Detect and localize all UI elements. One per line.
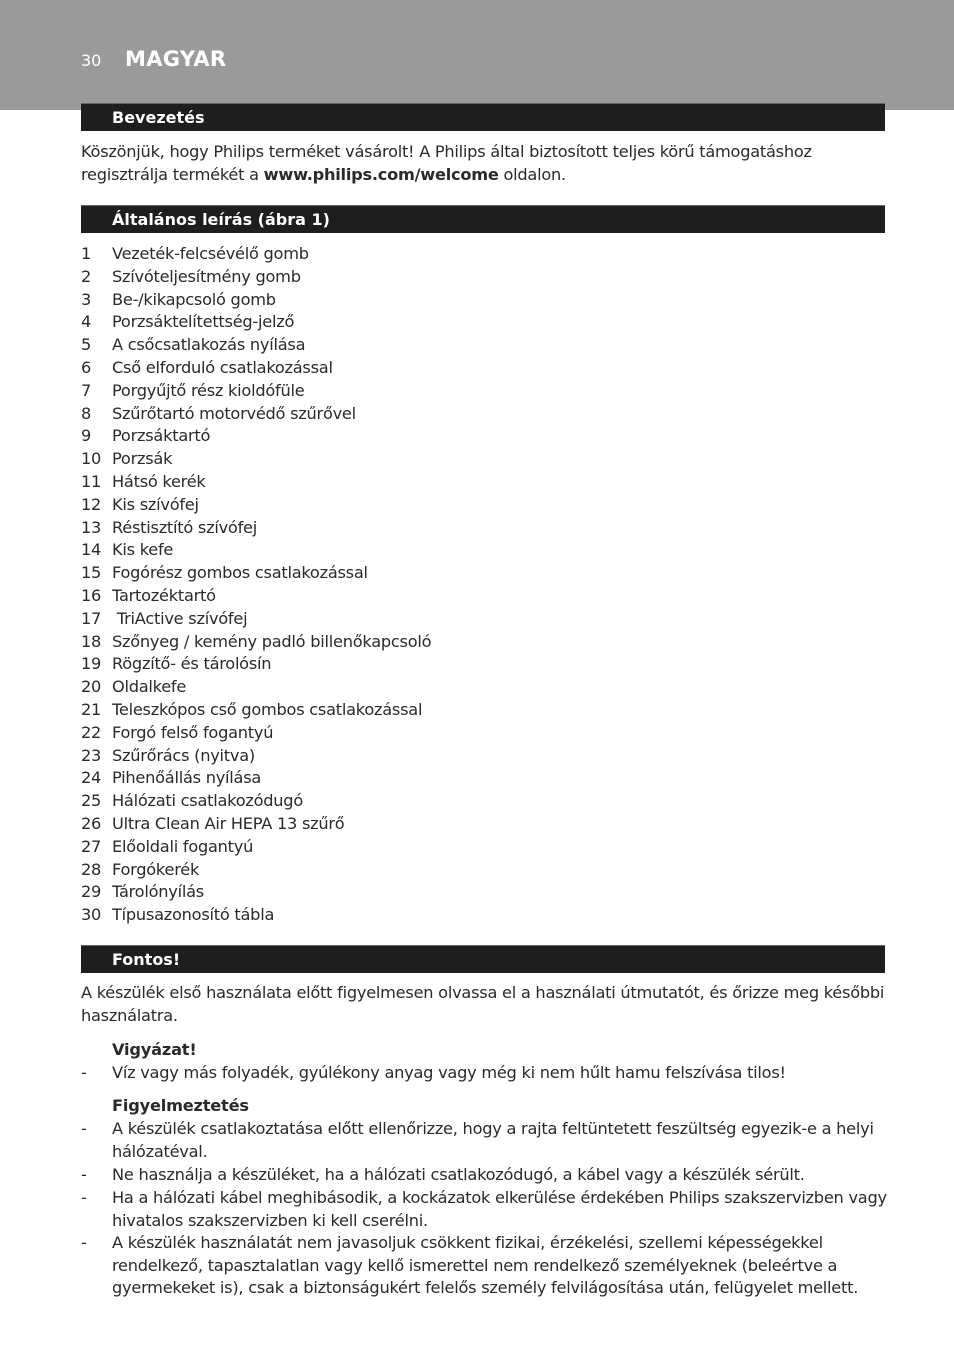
list-item-number: 21	[81, 699, 102, 719]
intro-text-end: oldalon.	[498, 164, 566, 184]
intro-text: Köszönjük, hogy Philips terméket vásárolt! A Philips által biztosított teljes körű támogatáshoz regisztrálja termékét a	[81, 142, 812, 184]
bullet-dash: -	[81, 1119, 87, 1138]
list-item-label: Ultra Clean Air HEPA 13 szűrő	[112, 813, 345, 833]
bullet-dash: -	[81, 1233, 87, 1252]
list-item-label: Szűrőrács (nyitva)	[112, 745, 255, 765]
intro-paragraph	[81, 141, 891, 186]
list-item-number: 8	[81, 403, 92, 423]
list-item-number: 2	[81, 266, 92, 286]
list-item-number: 1	[81, 244, 92, 263]
list-item-number: 11	[81, 471, 102, 491]
list-item-number: 20	[81, 677, 102, 697]
list-item-label: Szívóteljesítmény gomb	[112, 266, 301, 286]
caution-heading: Vigyázat!	[112, 1040, 197, 1059]
list-item-label: Fogórész gombos csatlakozással	[112, 563, 368, 583]
section-title: Fontos!	[112, 950, 181, 969]
list-item-number: 26	[81, 813, 102, 833]
list-item-number: 10	[81, 449, 102, 469]
section-header-intro	[81, 103, 885, 131]
list-item-number: 25	[81, 791, 102, 811]
bullet-dash: -	[81, 1063, 87, 1082]
list-item-label: Hálózati csatlakozódugó	[112, 791, 303, 811]
page-header-band	[0, 0, 954, 110]
list-item-number: 5	[81, 335, 92, 355]
list-item-label: Teleszkópos cső gombos csatlakozással	[112, 699, 423, 719]
warning-text: A készülék használatát nem javasoljuk csökkent fizikai, érzékelési, szellemi képességekkel rendelkező, tapasztalatlan vagy kellő ismerettel nem rendelkező személyeknek (beleértve a gyermekeket is), csak a biztonságukért felelős személy felvilágosítása után, felügyelet mellett.	[112, 1233, 859, 1297]
list-item-number: 16	[81, 585, 102, 605]
list-item-label: Porzsáktelítettség-jelző	[112, 312, 295, 332]
page-number: 30	[81, 51, 102, 70]
list-item-label: TriActive szívófej	[112, 608, 248, 628]
list-item-label: A csőcsatlakozás nyílása	[112, 335, 306, 355]
list-item-number: 14	[81, 540, 102, 560]
list-item-number: 13	[81, 517, 102, 537]
bullet-dash: -	[81, 1188, 87, 1207]
list-item-number: 23	[81, 745, 102, 765]
list-item-number: 4	[81, 312, 92, 332]
list-item-label: Szőnyeg / kemény padló billenőkapcsoló	[112, 631, 432, 651]
list-item-number: 18	[81, 631, 102, 651]
list-item-number: 15	[81, 563, 102, 583]
list-item-label: Cső elforduló csatlakozással	[112, 357, 333, 377]
section-header-description	[81, 205, 885, 233]
list-item-label: Kis szívófej	[112, 494, 199, 514]
list-item-label: Forgó felső fogantyú	[112, 722, 274, 742]
list-item-number: 28	[81, 859, 102, 879]
list-item-label: Előoldali fogantyú	[112, 836, 254, 856]
list-item-label: Tartozéktartó	[112, 585, 216, 605]
list-item-label: Pihenőállás nyílása	[112, 768, 262, 788]
list-item-label: Be-/kikapcsoló gomb	[112, 289, 276, 309]
section-title: Általános leírás (ábra 1)	[112, 210, 330, 229]
list-item-number: 17	[81, 608, 102, 628]
list-item-label: Kis kefe	[112, 540, 174, 560]
section-header-important	[81, 945, 885, 973]
list-item-number: 6	[81, 357, 92, 377]
list-item-number: 22	[81, 722, 102, 742]
important-intro: A készülék első használata előtt figyelmesen olvassa el a használati útmutatót, és őrizze meg későbbi használatra.	[81, 983, 885, 1025]
welcome-link[interactable]: www.philips.com/welcome	[263, 164, 499, 184]
warning-heading: Figyelmeztetés	[112, 1096, 249, 1115]
warning-text: Ha a hálózati kábel meghibásodik, a kockázatok elkerülése érdekében Philips szakszervizben vagy hivatalos szakszervizben ki kell cserélni.	[112, 1188, 887, 1230]
list-item-label: Réstisztító szívófej	[112, 517, 257, 537]
list-item-number: 30	[81, 905, 102, 925]
list-item-label: Vezeték-felcsévélő gomb	[112, 244, 309, 263]
warning-text: A készülék csatlakoztatása előtt ellenőrizze, hogy a rajta feltüntetett feszültség egyezik-e a helyi hálózatéval.	[112, 1119, 874, 1161]
list-item-label: Porgyűjtő rész kioldófüle	[112, 380, 305, 400]
list-item-label: Típusazonosító tábla	[112, 905, 275, 925]
list-item-label: Tárolónyílás	[112, 882, 204, 902]
list-item-label: Rögzítő- és tárolósín	[112, 654, 272, 674]
list-item-number: 27	[81, 836, 102, 856]
list-item-label: Hátsó kerék	[112, 471, 206, 491]
bullet-dash: -	[81, 1165, 87, 1184]
language-title: MAGYAR	[125, 47, 227, 71]
list-item-number: 29	[81, 882, 102, 902]
list-item-label: Oldalkefe	[112, 677, 187, 697]
list-item-label: Porzsák	[112, 449, 173, 469]
warning-text: Ne használja a készüléket, ha a hálózati csatlakozódugó, a kábel vagy a készülék sérült.	[112, 1165, 805, 1184]
list-item-number: 9	[81, 426, 92, 446]
list-item-label: Porzsáktartó	[112, 426, 211, 446]
section-title: Bevezetés	[112, 108, 205, 127]
list-item-label: Szűrőtartó motorvédő szűrővel	[112, 403, 356, 423]
caution-text: Víz vagy más folyadék, gyúlékony anyag vagy még ki nem hűlt hamu felszívása tilos!	[112, 1063, 786, 1082]
list-item-number: 24	[81, 768, 102, 788]
list-item-number: 7	[81, 380, 92, 400]
list-item-label: Forgókerék	[112, 859, 200, 879]
list-item-number: 3	[81, 289, 92, 309]
list-item-number: 12	[81, 494, 102, 514]
list-item-number: 19	[81, 654, 102, 674]
